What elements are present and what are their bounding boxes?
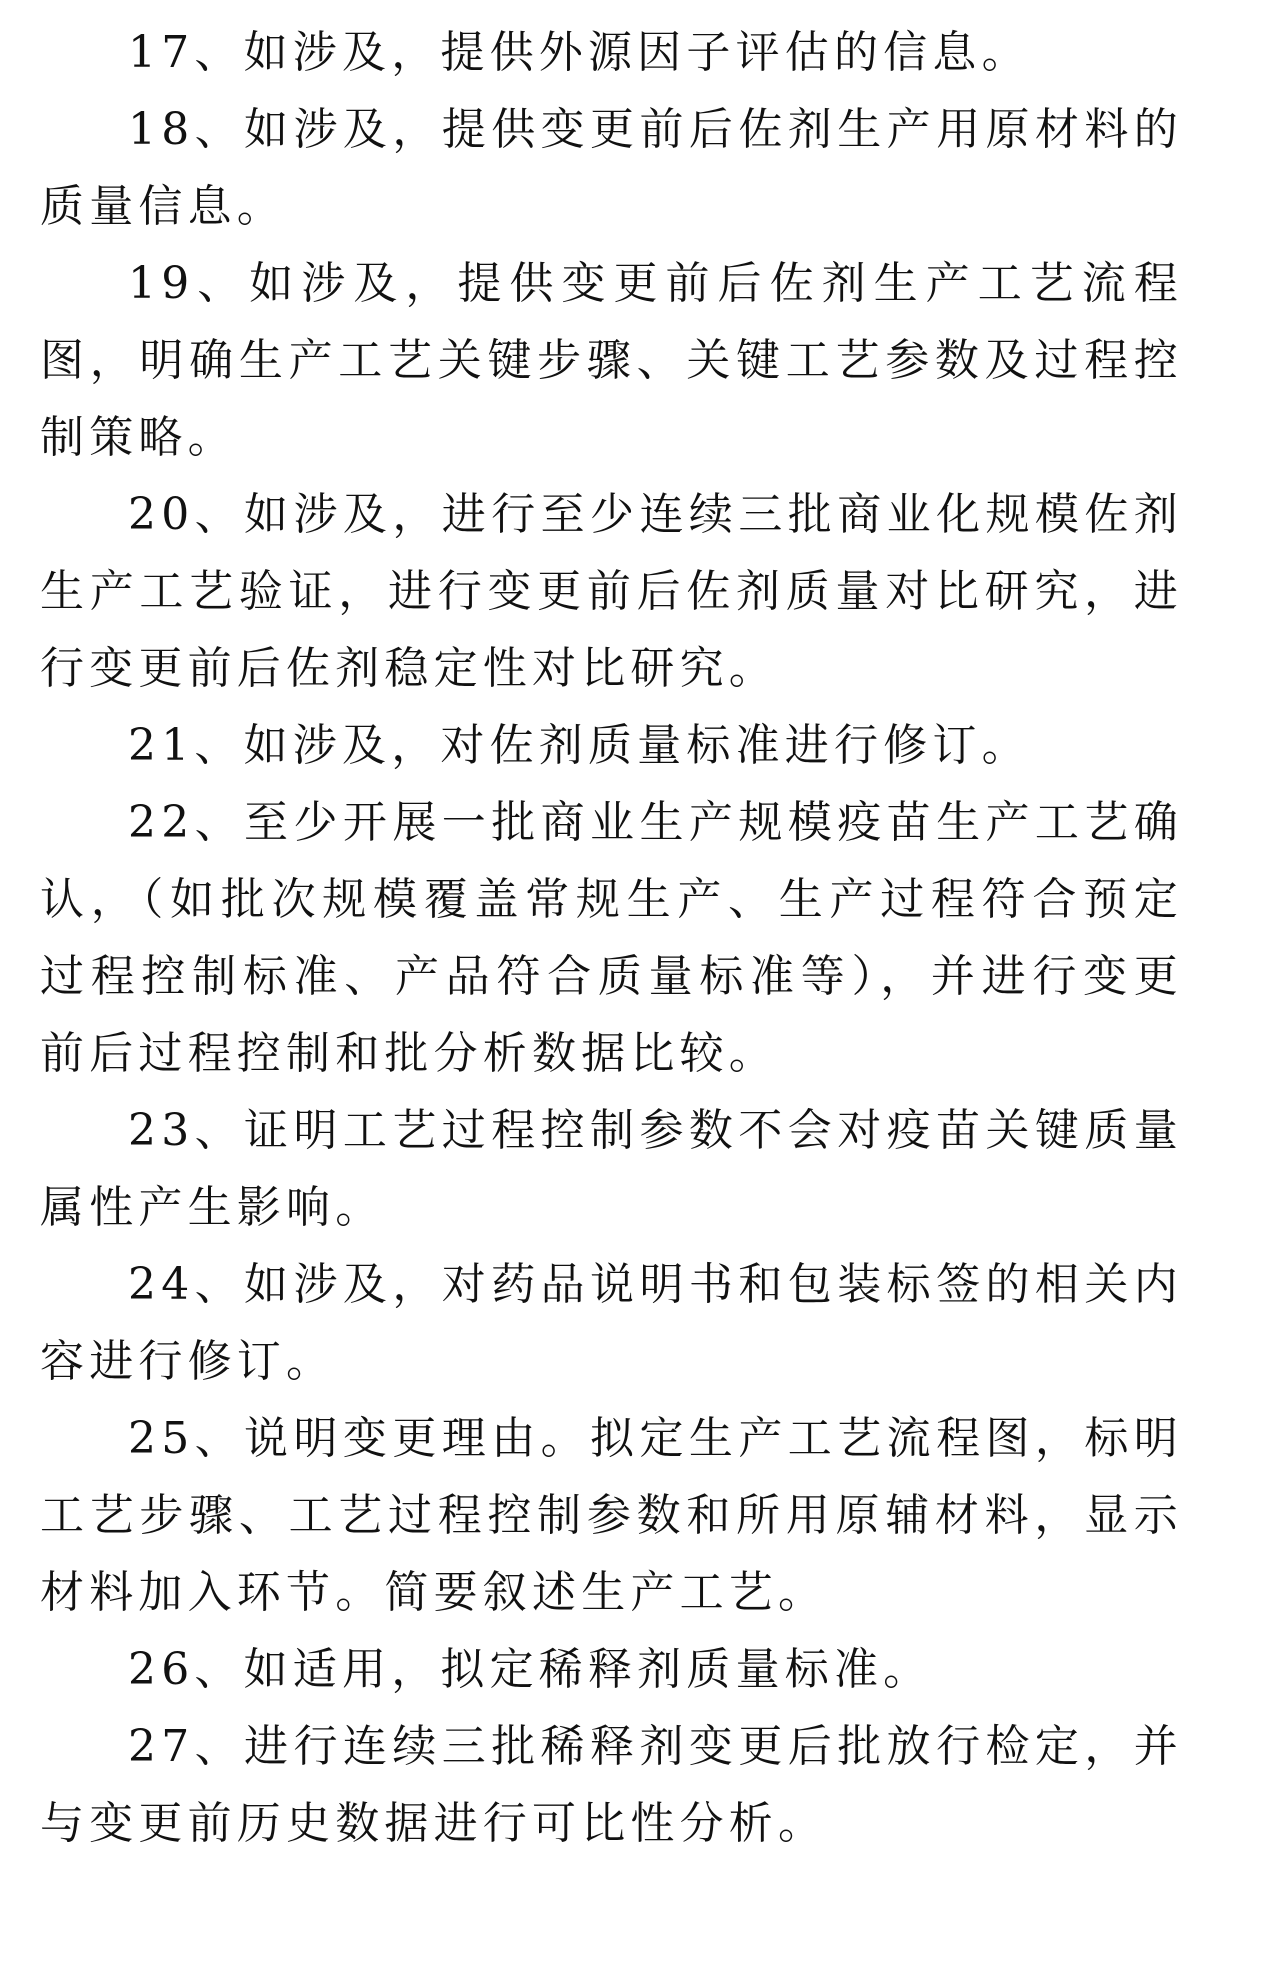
paragraph-22: 22、至少开展一批商业生产规模疫苗生产工艺确认，（如批次规模覆盖常规生产、生产过程符合预定过程控制标准、产品符合质量标准等），并进行变更前后过程控制和批分析数据比较。 xyxy=(40,797,1183,1079)
paragraph-25: 25、说明变更理由。拟定生产工艺流程图，标明工艺步骤、工艺过程控制参数和所用原辅材料，显示材料加入环节。简要叙述生产工艺。 xyxy=(40,1413,1183,1618)
paragraph-26: 26、如适用，拟定稀释剂质量标准。 xyxy=(128,1644,933,1695)
paragraph-21: 21、如涉及，对佐剂质量标准进行修订。 xyxy=(128,720,1031,771)
paragraph-23: 23、证明工艺过程控制参数不会对疫苗关键质量属性产生影响。 xyxy=(40,1105,1183,1233)
paragraph-18: 18、如涉及，提供变更前后佐剂生产用原材料的质量信息。 xyxy=(40,104,1183,232)
paragraph-24: 24、如涉及，对药品说明书和包装标签的相关内容进行修订。 xyxy=(40,1259,1183,1387)
paragraph-17: 17、如涉及，提供外源因子评估的信息。 xyxy=(128,27,1031,78)
paragraph-20: 20、如涉及，进行至少连续三批商业化规模佐剂生产工艺验证，进行变更前后佐剂质量对比研究，进行变更前后佐剂稳定性对比研究。 xyxy=(40,489,1183,694)
paragraph-19: 19、如涉及，提供变更前后佐剂生产工艺流程图，明确生产工艺关键步骤、关键工艺参数及过程控制策略。 xyxy=(40,258,1183,463)
paragraph-27: 27、进行连续三批稀释剂变更后批放行检定，并与变更前历史数据进行可比性分析。 xyxy=(40,1721,1183,1849)
